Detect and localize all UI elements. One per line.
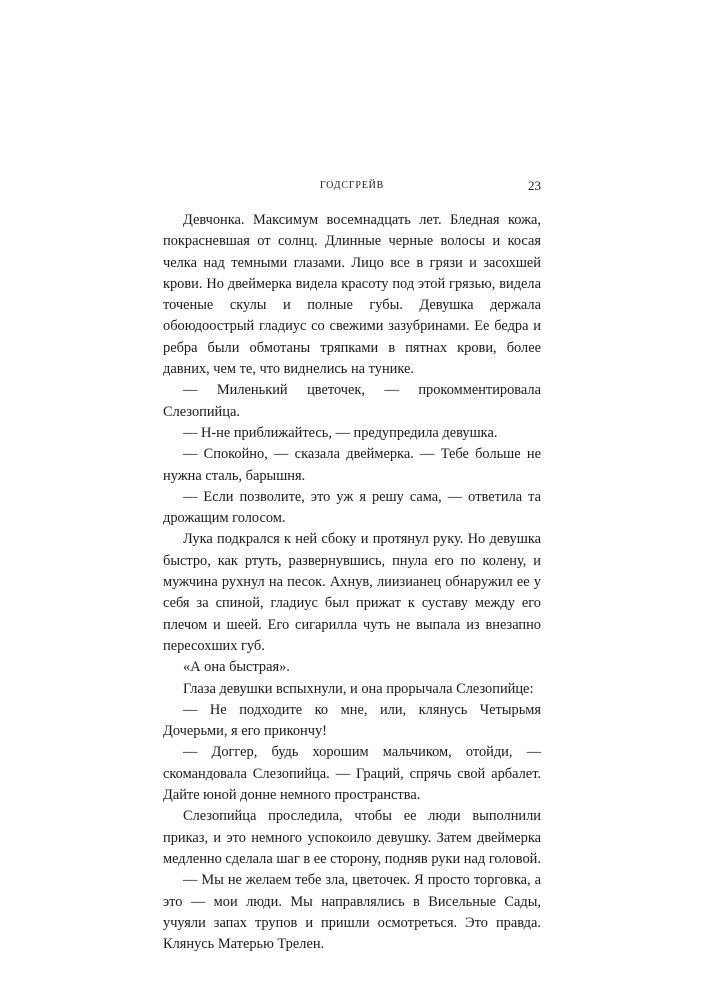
paragraph: — Н-не приближайтесь, — предупредила девушка. (183, 424, 498, 441)
paragraph: — Если позволите, это уж я решу сама, — ответила та дрожащим голосом. (163, 488, 541, 527)
paragraph: «А она быстрая». (183, 659, 290, 676)
paragraph: — Доггер, будь хорошим мальчиком, отойди, — скомандовала Слезопийца. — Граций, спрячь свой арбалет. Дайте юной донне немного пространства. (163, 744, 541, 804)
paragraph: Девчонка. Максимум восемнадцать лет. Бледная кожа, покрасневшая от солнц. Длинные черные волосы и косая челка над темными глазами. Лицо все в грязи и засохшей крови. Но двеймерка видела красоту под этой грязью, видела точеные скулы и полные губы. Девушка держала обоюдоострый гладиус со свежими зазубринами. Ее бедра и ребра были обмотаны тряпками в пятнах крови, более давних, чем те, что виднелись на тунике. (163, 212, 541, 378)
paragraph: — Миленький цветочек, — прокомментировала Слезопийца. (163, 382, 541, 420)
paragraph: — Спокойно, — сказала двеймерка. — Тебе больше не нужна сталь, барышня. (163, 446, 541, 484)
running-head (163, 176, 541, 196)
paragraph: — Не подходите ко мне, или, клянусь Четырьмя Дочерьми, я его прикончу! (163, 701, 541, 740)
running-title: ГОДСГРЕЙВ (319, 180, 385, 191)
paragraph: Глаза девушки вспыхнули, и она прорычала Слезопийце: (183, 680, 534, 697)
paragraph: — Мы не желаем тебе зла, цветочек. Я просто торговка, а это — мои люди. Мы направлялись в Висельные Сады, учуяли запах трупов и пришли осмотреться. Это правда. Клянусь Матерью Трелен. (163, 872, 541, 953)
page-number: 23 (528, 178, 541, 193)
paragraph: Лука подкрался к ней сбоку и протянул руку. Но девушка быстро, как ртуть, развернувшись, пнула его по колену, и мужчина рухнул на песок. Ахнув, лиизианец обнаружил ее у себя за спиной, гладиус был прижат к суставу между его плечом и шеей. Его сигарилла чуть не выпала из внезапно пересохших губ. (163, 531, 541, 654)
paragraph: Слезопийца проследила, чтобы ее люди выполнили приказ, и это немного успокоило девушку. Затем двеймерка медленно сделала шаг в ее сторону, подняв руки над головой. (163, 808, 541, 867)
body-text (163, 210, 541, 955)
